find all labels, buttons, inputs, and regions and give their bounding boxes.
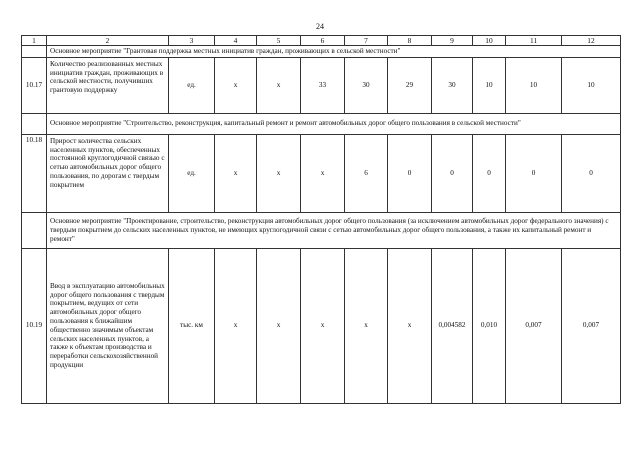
row-number: 10.17 xyxy=(22,57,47,113)
header-cell: 11 xyxy=(506,36,562,46)
value-cell: х xyxy=(215,57,257,113)
unit-cell: ед. xyxy=(169,57,215,113)
row-number: 10.18 xyxy=(22,134,47,212)
header-cell: 1 xyxy=(22,36,47,46)
unit-cell: тыс. км xyxy=(169,248,215,403)
value-cell: 0 xyxy=(562,134,621,212)
value-cell: х xyxy=(215,134,257,212)
section-title-row xyxy=(22,113,621,134)
table-row xyxy=(22,134,621,212)
section-title-row xyxy=(22,46,621,58)
value-cell: 6 xyxy=(345,134,388,212)
indicator-description: Количество реализованных местных инициатив граждан, проживающих в сельской местности, получивших грантовую поддержку xyxy=(47,57,169,113)
value-cell: 0 xyxy=(388,134,432,212)
header-cell: 4 xyxy=(215,36,257,46)
header-cell: 2 xyxy=(47,36,169,46)
value-cell: х xyxy=(215,248,257,403)
unit-cell: ед. xyxy=(169,134,215,212)
header-cell: 7 xyxy=(345,36,388,46)
value-cell: х xyxy=(345,248,388,403)
header-cell: 5 xyxy=(257,36,301,46)
value-cell: 0 xyxy=(506,134,562,212)
section-title: Основное мероприятие "Проектирование, строительство, реконструкция автомобильных дорог общего пользования (за исключением автомобильных дорог федерального значения) с твердым покрытием до сельских населенных пунктов, не имеющих круглогодичной связи с сетью автомобильных дорог общего пользования, а также их капитальный ремонт и ремонт" xyxy=(47,212,621,248)
table-row xyxy=(22,248,621,403)
value-cell: 30 xyxy=(345,57,388,113)
value-cell: 30 xyxy=(432,57,473,113)
value-cell: 10 xyxy=(506,57,562,113)
value-cell: 0 xyxy=(473,134,506,212)
value-cell: 0,007 xyxy=(506,248,562,403)
table-row xyxy=(22,57,621,113)
value-cell: х xyxy=(257,57,301,113)
value-cell: х xyxy=(301,134,345,212)
value-cell: 0,004582 xyxy=(432,248,473,403)
section-title-row xyxy=(22,212,621,248)
value-cell: 0 xyxy=(432,134,473,212)
indicators-table xyxy=(21,35,621,404)
section-title: Основное мероприятие "Строительство, реконструкция, капитальный ремонт и ремонт автомобильных дорог общего пользования в сельской местности" xyxy=(47,113,621,134)
value-cell: 29 xyxy=(388,57,432,113)
indicator-description: Ввод в эксплуатацию автомобильных дорог общего пользования с твердым покрытием, ведущих от сети автомобильных дорог общего пользования к ближайшим общественно значимым объектам сельских населенных пунктов, а также к объектам производства и переработки сельскохозяйственной продукции xyxy=(47,248,169,403)
row-number: 10.19 xyxy=(22,248,47,403)
header-cell: 12 xyxy=(562,36,621,46)
header-cell: 10 xyxy=(473,36,506,46)
value-cell: 0,010 xyxy=(473,248,506,403)
indicator-description: Прирост количества сельских населенных пунктов, обеспеченных постоянной круглогодичной связью с сетью автомобильных дорог общего пользования, по дорогам с твердым покрытием xyxy=(47,134,169,212)
value-cell: х xyxy=(257,248,301,403)
header-cell: 3 xyxy=(169,36,215,46)
value-cell: 33 xyxy=(301,57,345,113)
page-number: 24 xyxy=(316,22,324,31)
section-title: Основное мероприятие "Грантовая поддержка местных инициатив граждан, проживающих в сельской местности" xyxy=(47,46,621,58)
header-row xyxy=(22,36,621,46)
value-cell: 0,007 xyxy=(562,248,621,403)
value-cell: 10 xyxy=(562,57,621,113)
value-cell: х xyxy=(257,134,301,212)
value-cell: 10 xyxy=(473,57,506,113)
value-cell: х xyxy=(388,248,432,403)
header-cell: 9 xyxy=(432,36,473,46)
value-cell: х xyxy=(301,248,345,403)
header-cell: 6 xyxy=(301,36,345,46)
header-cell: 8 xyxy=(388,36,432,46)
